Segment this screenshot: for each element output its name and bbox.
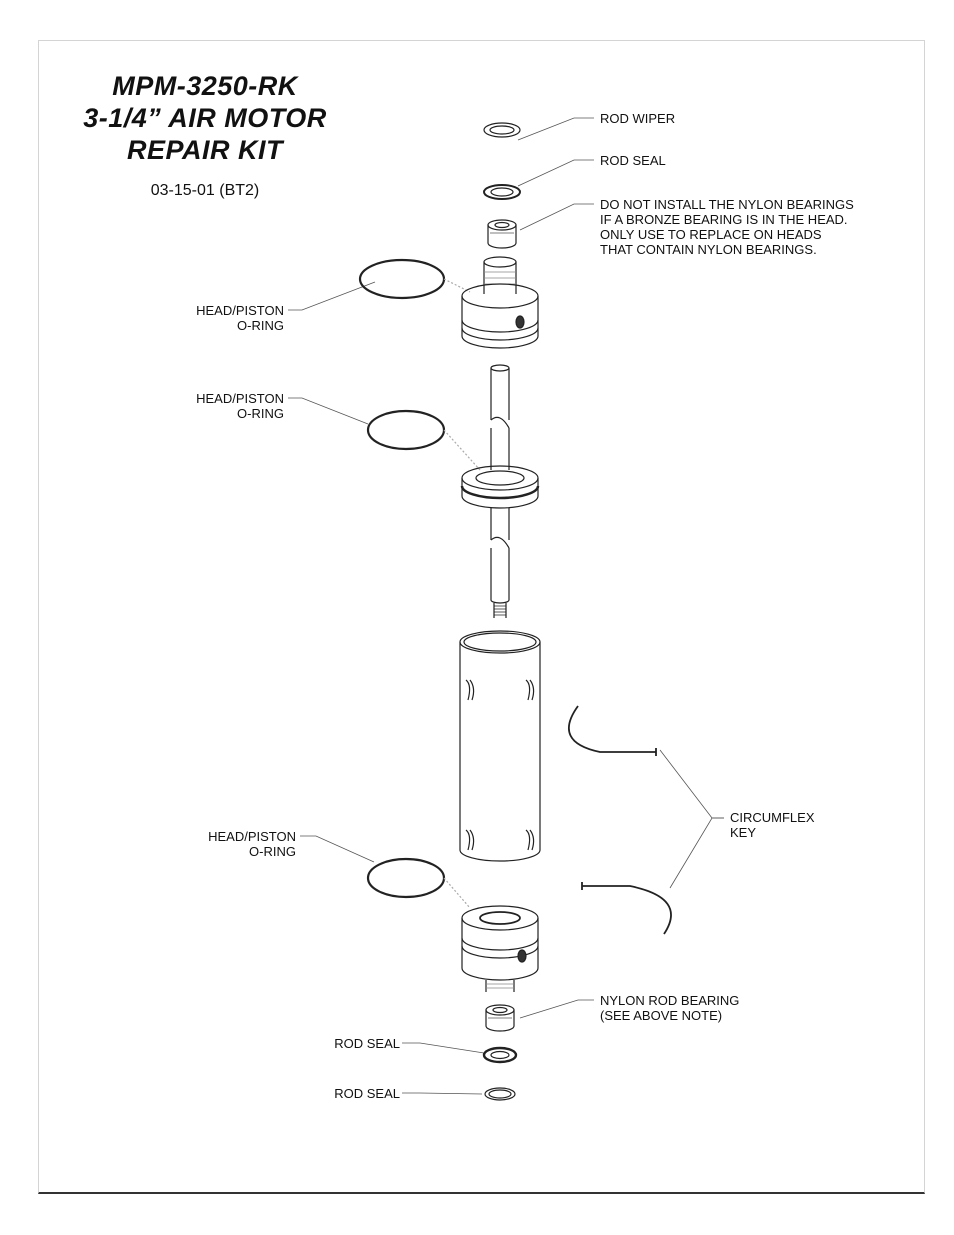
oring2-line-2: O-RING (237, 406, 284, 421)
title-line-1: MPM-3250-RK (112, 71, 298, 101)
note-line-4: THAT CONTAIN NYLON BEARINGS. (600, 242, 817, 257)
oring3-line-2: O-RING (249, 844, 296, 859)
note-line-3: ONLY USE TO REPLACE ON HEADS (600, 227, 822, 242)
label-rod-seal-top: ROD SEAL (600, 153, 666, 168)
title-line-2: 3-1/4” AIR MOTOR (83, 103, 327, 133)
cylinder-tube (460, 631, 540, 861)
label-head-oring-1 (160, 303, 284, 333)
head-oring-3 (368, 859, 444, 897)
nylon-line-2: (SEE ABOVE NOTE) (600, 1008, 723, 1023)
circumflex-key-top (569, 706, 656, 756)
head-oring-1 (360, 260, 444, 298)
oring3-line-1: HEAD/PISTON (208, 829, 296, 844)
oring1-line-2: O-RING (237, 318, 284, 333)
circumflex-line-1: CIRCUMFLEX (730, 810, 815, 825)
label-rod-seal-bottom-2: ROD SEAL (334, 1086, 400, 1101)
oring1-line-1: HEAD/PISTON (196, 303, 284, 318)
label-nylon-bearing-note (600, 197, 854, 257)
circumflex-line-2: KEY (730, 825, 757, 840)
rod-seal-top-ring (484, 185, 520, 199)
title-line-3: REPAIR KIT (126, 135, 283, 165)
nylon-bearing-bottom (486, 1005, 514, 1031)
rod-seal-bottom-2-ring (485, 1088, 515, 1100)
label-head-oring-2 (160, 391, 284, 421)
top-head (462, 257, 538, 348)
piston-rod-lower (491, 508, 509, 618)
rod-wiper-ring (484, 123, 520, 137)
label-rod-wiper: ROD WIPER (600, 111, 676, 126)
label-nylon-rod-bearing (600, 993, 739, 1023)
head-oring-2 (368, 411, 444, 449)
nylon-line-1: NYLON ROD BEARING (600, 993, 740, 1008)
note-line-1: DO NOT INSTALL THE NYLON BEARINGS (600, 197, 854, 212)
circumflex-key-bottom (582, 882, 671, 934)
oring2-line-1: HEAD/PISTON (196, 391, 284, 406)
nylon-bearing-top (488, 220, 516, 248)
piston (462, 466, 538, 508)
label-circumflex-key (730, 810, 815, 840)
revision-date: 03-15-01 (BT2) (150, 182, 260, 199)
note-line-2: IF A BRONZE BEARING IS IN THE HEAD. (600, 212, 848, 227)
bottom-head (462, 906, 538, 992)
label-rod-seal-bottom-1: ROD SEAL (334, 1036, 400, 1051)
rod-seal-bottom-1-ring (484, 1048, 516, 1062)
piston-rod-upper (491, 365, 509, 470)
label-head-oring-3 (172, 829, 296, 859)
